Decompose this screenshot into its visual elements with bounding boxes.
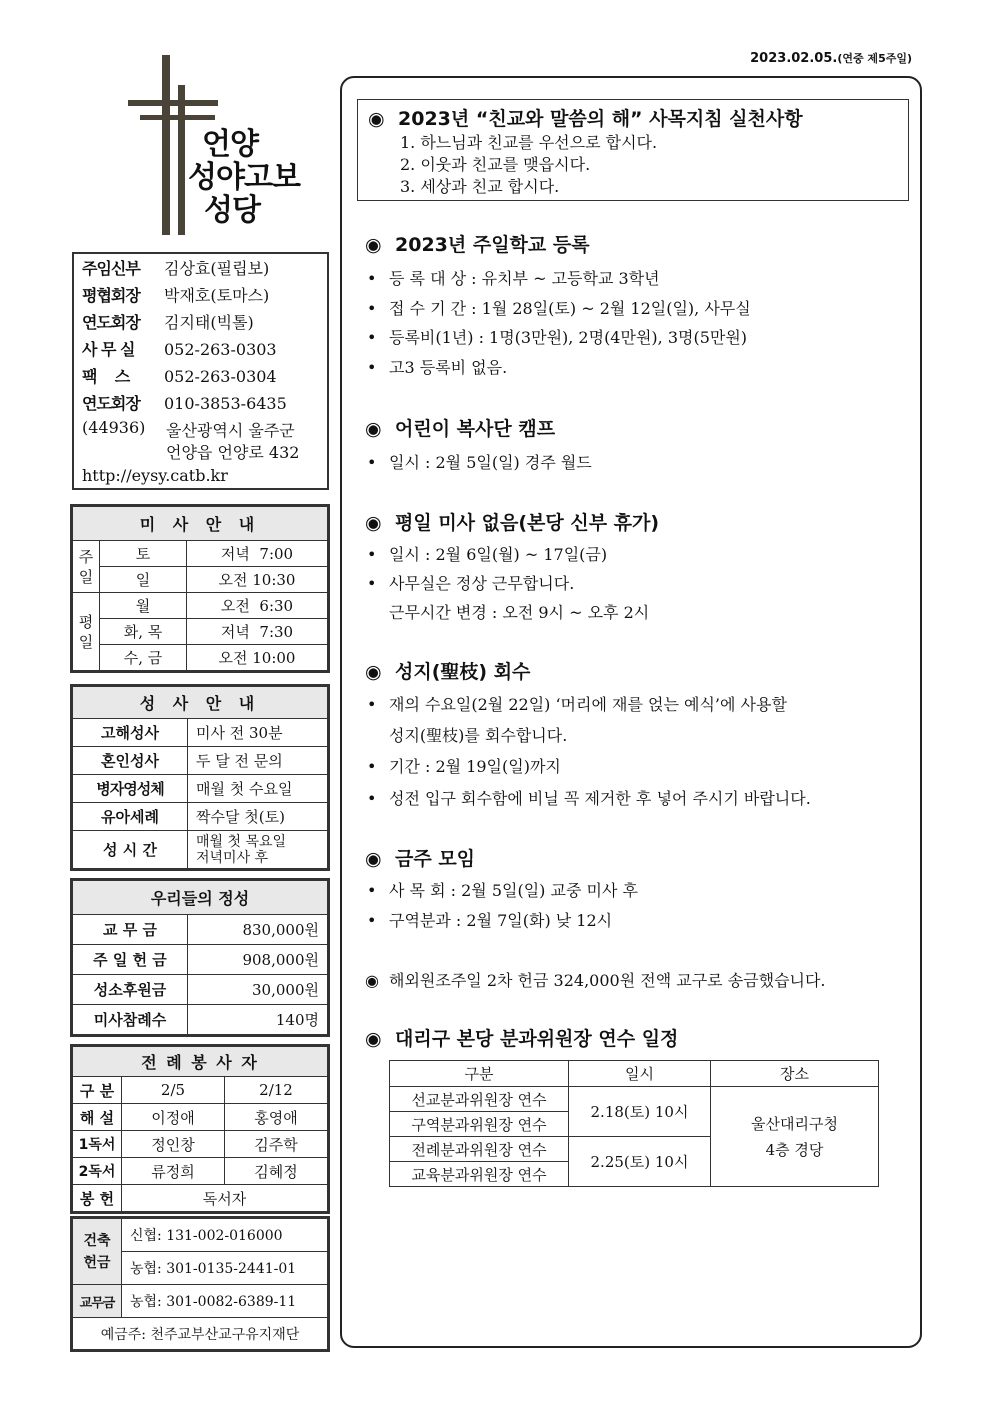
bullet-item: [367, 692, 787, 715]
date-main: 2023.02.05.: [750, 51, 838, 66]
sacrament-key: 병자영성체: [73, 775, 188, 803]
section-title: 2023년 주일학교 등록: [395, 234, 590, 256]
item-text: 접 수 기 간 : 1월 28일(토) ~ 2월 12일(일), 사무실: [389, 299, 751, 318]
contact-info-box: [72, 252, 329, 490]
item-text: 사무실은 정상 근무합니다.: [389, 574, 575, 593]
weekday-label-text: 평일: [78, 612, 94, 651]
dot: •: [367, 545, 377, 564]
website-link[interactable]: http://eysy.catb.kr: [82, 466, 228, 485]
liturgy-person: 류정희: [122, 1158, 225, 1185]
item-text: 고3 등록비 없음.: [389, 358, 508, 377]
section-bullet: ◉: [365, 661, 382, 683]
item-text: 등 록 대 상 : 유치부 ~ 고등학교 3학년: [389, 269, 660, 288]
issue-date: [750, 50, 912, 66]
account-table: [72, 1218, 328, 1350]
liturgy-key: 봉 헌: [73, 1185, 122, 1212]
building-fund-label-line2: 헌금: [83, 1254, 111, 1271]
liturgy-key: 2독서: [73, 1158, 122, 1185]
item-continuation: 근무시간 변경 : 오전 9시 ~ 오후 2시: [389, 603, 650, 622]
mass-time: 오전 6:30: [187, 593, 328, 619]
offering-value: 830,000원: [188, 915, 328, 945]
offering-table: [72, 880, 328, 1035]
training-name: 선교분과위원장 연수: [390, 1087, 569, 1112]
offering-key: 미사참례수: [73, 1005, 188, 1035]
item-text: 재의 수요일(2월 22일) ‘머리에 재를 얹는 예식’에 사용할: [389, 695, 787, 714]
item-text: 성전 입구 회수함에 비닐 꼭 제거한 후 넣어 주시기 바랍니다.: [389, 789, 811, 808]
info-key: 연도회장: [82, 313, 140, 332]
training-place: [711, 1087, 879, 1187]
section-bullet: ◉: [365, 512, 382, 534]
mass-time: 저녁 7:30: [187, 619, 328, 645]
offering-value: 140명: [188, 1005, 328, 1035]
section-training-schedule: [365, 1024, 678, 1051]
dot: •: [367, 757, 377, 776]
column-header: 장소: [711, 1061, 879, 1087]
bullet-item: [367, 571, 574, 594]
bullet-item: [367, 266, 660, 289]
liturgy-key: 구 분: [73, 1077, 122, 1104]
item-text: 일시 : 2월 5일(일) 경주 월드: [389, 453, 592, 472]
info-row: [82, 337, 277, 360]
sacrament-value-line2: 저녁미사 후: [196, 849, 269, 866]
training-name: 교육분과위원장 연수: [390, 1162, 569, 1187]
cross-logo-bar: [128, 100, 218, 106]
training-name: 전례분과위원장 연수: [390, 1137, 569, 1162]
info-row: [82, 391, 287, 414]
sacrament-value: 짝수달 첫(토): [188, 803, 328, 831]
item-text: 구역분과 : 2월 7일(화) 낮 12시: [389, 911, 613, 930]
column-header: 구분: [390, 1061, 569, 1087]
sacrament-value: 미사 전 30분: [188, 719, 328, 747]
pastoral-motto-box: [357, 99, 909, 201]
motto-line: 2. 이웃과 친교를 맺읍시다.: [400, 155, 591, 174]
bullet-item: [367, 908, 612, 931]
section-sunday-school: [365, 230, 590, 257]
logo-line2: 성야고보: [188, 160, 300, 195]
logo-line1: 언양: [202, 127, 258, 162]
mass-day: 일: [100, 567, 187, 593]
sacrament-value: 두 달 전 문의: [188, 747, 328, 775]
mass-schedule-table: [72, 506, 328, 671]
account-holder: 예금주: 천주교부산교구유지재단: [73, 1318, 328, 1350]
bullet-item: [367, 754, 561, 777]
bullet-item: [367, 296, 751, 319]
info-address-line2: 언양읍 언양로 432: [166, 443, 300, 462]
motto-line: 3. 세상과 친교 합시다.: [400, 177, 560, 196]
liturgy-key: 1독서: [73, 1131, 122, 1158]
info-value: 052-263-0304: [164, 367, 277, 386]
bullet-item: [367, 450, 592, 473]
motto-lines: [400, 132, 657, 198]
info-row: [82, 256, 269, 279]
liturgy-person: 홍영애: [225, 1104, 328, 1131]
item-text: 등록비(1년) : 1명(3만원), 2명(4만원), 3명(5만원): [389, 328, 748, 347]
liturgy-date: 2/5: [122, 1077, 225, 1104]
mass-day: 월: [100, 593, 187, 619]
sacrament-key: 고해성사: [73, 719, 188, 747]
sacrament-table: [72, 686, 328, 869]
notice-bullet: ◉: [365, 971, 379, 990]
section-bullet: ◉: [365, 418, 382, 440]
building-account-2: 농협: 301-0135-2441-01: [122, 1252, 328, 1285]
section-title: 어린이 복사단 캠프: [395, 418, 556, 440]
mass-time: 저녁 7:00: [187, 541, 328, 567]
dot: •: [367, 574, 377, 593]
section-bullet: ◉: [365, 848, 382, 870]
info-row: [82, 310, 254, 333]
training-date: 2.25(토) 10시: [569, 1137, 711, 1187]
mass-day: 토: [100, 541, 187, 567]
mass-time: 오전 10:00: [187, 645, 328, 671]
info-address-line1: 울산광역시 울주군: [166, 421, 295, 440]
liturgy-person: 김주학: [225, 1131, 328, 1158]
sacrament-title: 성 사 안 내: [73, 687, 328, 719]
info-row: [82, 283, 269, 306]
motto-title: [368, 104, 803, 131]
sunday-label: [73, 541, 100, 593]
section-title: 대리구 본당 분과위원장 연수 일정: [395, 1028, 679, 1050]
overseas-aid-notice: [365, 968, 826, 991]
info-key: 주임신부: [82, 259, 140, 278]
section-title: 금주 모임: [395, 848, 476, 870]
liturgy-offertory: 독서자: [122, 1185, 328, 1212]
motto-title-text: 2023년 “친교와 말씀의 해” 사목지침 실천사항: [398, 108, 803, 130]
liturgy-title: 전 례 봉 사 자: [73, 1047, 328, 1077]
item-text: 일시 : 2월 6일(월) ~ 17일(금): [389, 545, 608, 564]
dues-account: 농협: 301-0082-6389-11: [122, 1285, 328, 1318]
notice-text: 해외원조주일 2차 헌금 324,000원 전액 교구로 송금했습니다.: [389, 971, 826, 990]
bullet-item: [367, 325, 747, 348]
section-bullet: ◉: [365, 234, 382, 256]
dot: •: [367, 911, 377, 930]
dot: •: [367, 881, 377, 900]
item-continuation: 성지(聖枝)를 회수합니다.: [389, 726, 568, 745]
section-title: 성지(聖枝) 회수: [395, 661, 531, 683]
info-value: 박재호(토마스): [164, 286, 270, 305]
parish-logo: [188, 128, 300, 227]
mass-title: 미 사 안 내: [73, 507, 328, 541]
sacrament-key: 성 시 간: [73, 831, 188, 869]
date-note: (연중 제5주일): [837, 52, 912, 65]
sunday-label-text: 주일: [78, 547, 94, 586]
sacrament-value: 매월 첫 수요일: [188, 775, 328, 803]
motto-line: 1. 하느님과 친교를 우선으로 합시다.: [400, 133, 658, 152]
section-altar-servers: [365, 414, 555, 441]
bullet-item: [367, 355, 507, 378]
bullet-item: [367, 786, 811, 809]
training-schedule-table: [389, 1060, 879, 1187]
info-key: 팩 스: [82, 367, 130, 386]
bullet-item: [367, 878, 638, 901]
info-key: 연도회장: [82, 394, 140, 413]
offering-key: 성소후원금: [73, 975, 188, 1005]
sacrament-key: 혼인성사: [73, 747, 188, 775]
column-header: 일시: [569, 1061, 711, 1087]
liturgy-table: [72, 1046, 328, 1212]
sacrament-key: 유아세례: [73, 803, 188, 831]
info-value: 052-263-0303: [164, 340, 277, 359]
info-value: 김지태(빅톨): [164, 313, 254, 332]
sacrament-value: [188, 831, 328, 869]
info-key: 사 무 실: [82, 340, 135, 359]
liturgy-person: 정인창: [122, 1131, 225, 1158]
item-text: 사 목 회 : 2월 5일(일) 교중 미사 후: [389, 881, 638, 900]
item-text: 기간 : 2월 19일(일)까지: [389, 757, 561, 776]
info-value: 김상효(필립보): [164, 259, 270, 278]
weekday-label: [73, 593, 100, 671]
section-palm-collection: [365, 657, 530, 684]
info-row: [82, 364, 277, 387]
training-place-line1: 울산대리구청: [751, 1114, 838, 1133]
building-account-1: 신협: 131-002-016000: [122, 1219, 328, 1252]
motto-bullet: ◉: [368, 108, 385, 130]
section-no-weekday-mass: [365, 508, 659, 535]
info-zip: (44936): [82, 418, 146, 437]
dot: •: [367, 695, 377, 714]
training-place-line2: 4층 경당: [765, 1140, 824, 1159]
dues-label: 교무금: [73, 1285, 122, 1318]
dot: •: [367, 358, 377, 377]
dot: •: [367, 269, 377, 288]
info-value: 010-3853-6435: [164, 394, 287, 413]
section-meetings: [365, 844, 475, 871]
cross-logo-post: [162, 55, 170, 235]
building-fund-label-line1: 건축: [83, 1232, 111, 1249]
logo-line3: 성당: [204, 193, 260, 228]
liturgy-person: 김혜정: [225, 1158, 328, 1185]
building-fund-label: [73, 1219, 122, 1285]
liturgy-date: 2/12: [225, 1077, 328, 1104]
dot: •: [367, 299, 377, 318]
mass-day: 수, 금: [100, 645, 187, 671]
training-date: 2.18(토) 10시: [569, 1087, 711, 1137]
sacrament-value-line1: 매월 첫 목요일: [196, 833, 287, 850]
dot: •: [367, 328, 377, 347]
offering-value: 908,000원: [188, 945, 328, 975]
offering-title: 우리들의 정성: [73, 881, 328, 915]
training-name: 구역분과위원장 연수: [390, 1112, 569, 1137]
info-key: 평협회장: [82, 286, 140, 305]
cross-logo-post2: [178, 85, 185, 235]
bullet-item: [367, 542, 607, 565]
dot: •: [367, 453, 377, 472]
offering-key: 주 일 헌 금: [73, 945, 188, 975]
mass-time: 오전 10:30: [187, 567, 328, 593]
offering-value: 30,000원: [188, 975, 328, 1005]
section-title: 평일 미사 없음(본당 신부 휴가): [395, 512, 660, 534]
dot: •: [367, 789, 377, 808]
liturgy-person: 이정애: [122, 1104, 225, 1131]
mass-day: 화, 목: [100, 619, 187, 645]
offering-key: 교 무 금: [73, 915, 188, 945]
liturgy-key: 해 설: [73, 1104, 122, 1131]
section-bullet: ◉: [365, 1028, 382, 1050]
